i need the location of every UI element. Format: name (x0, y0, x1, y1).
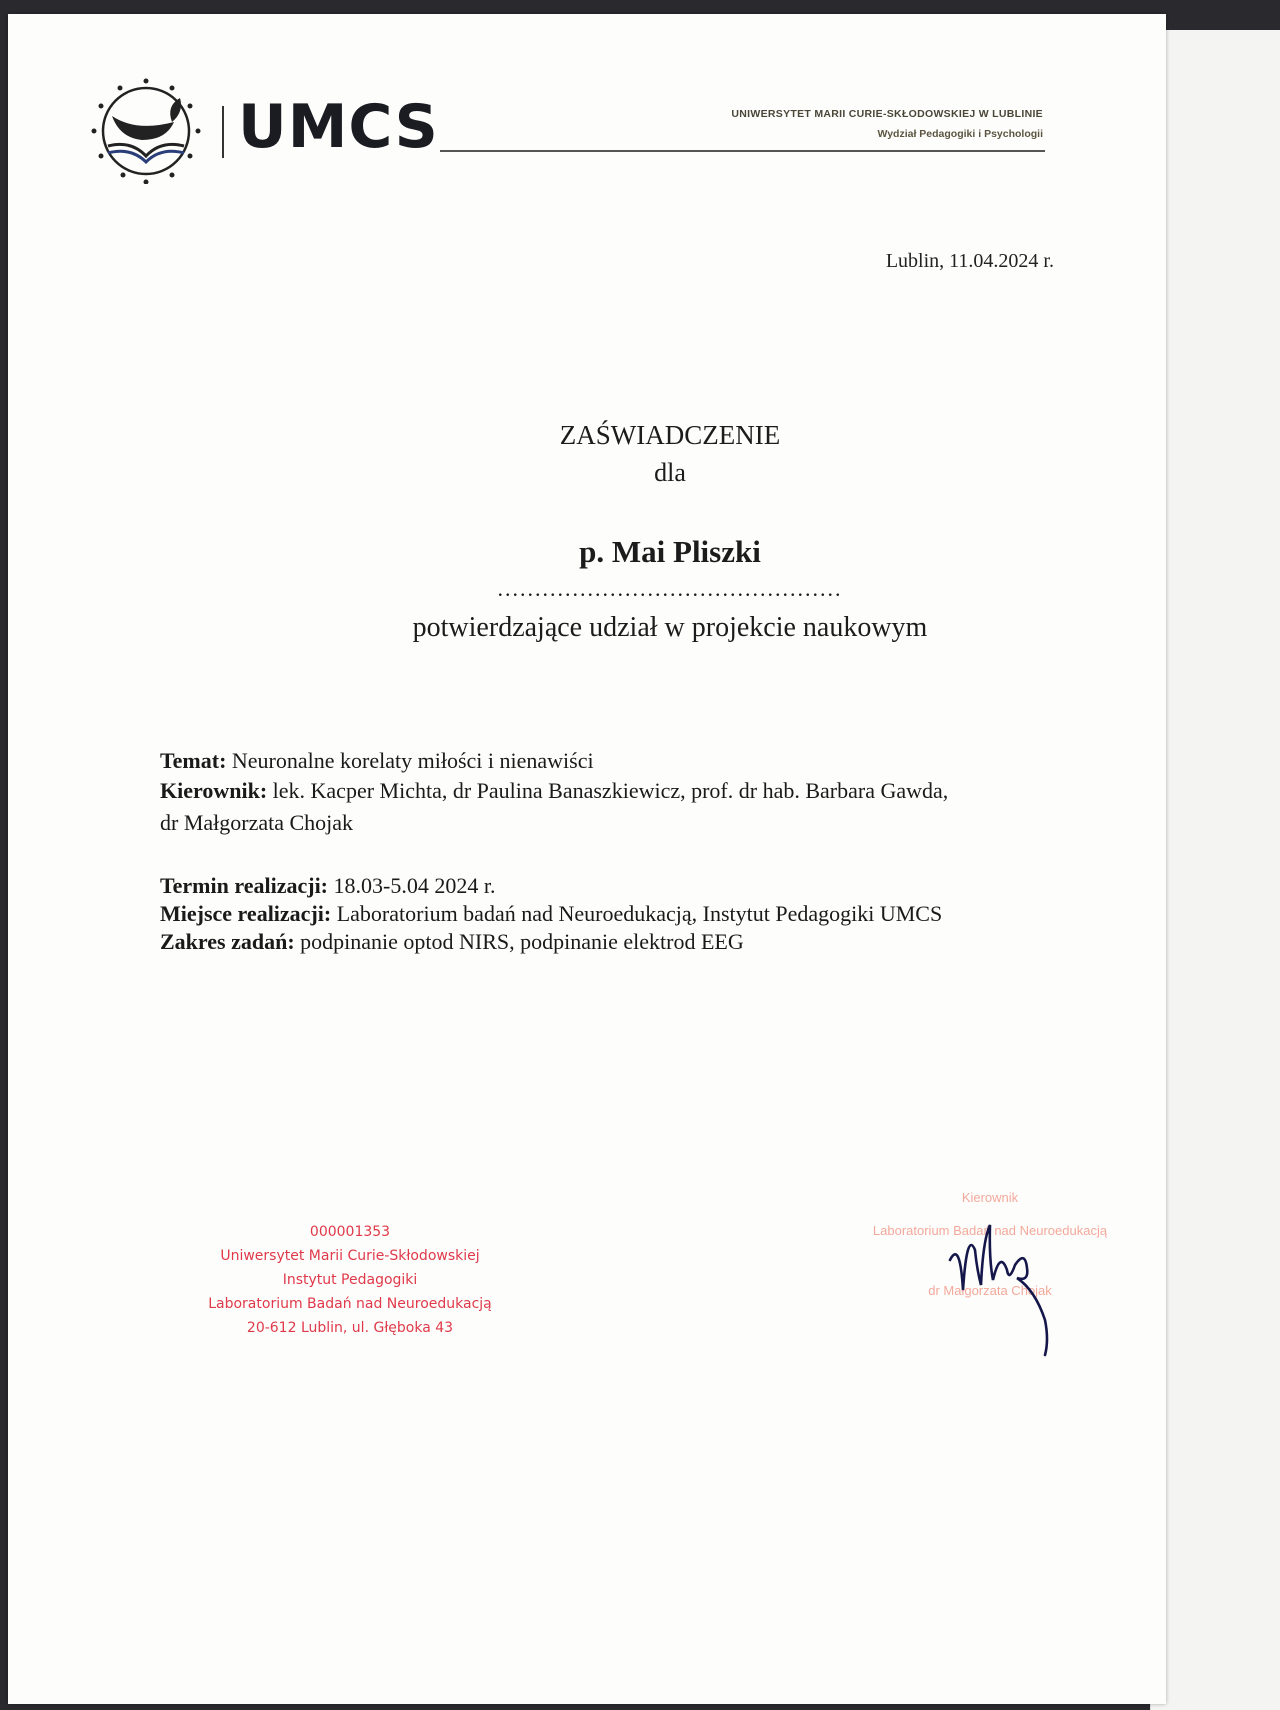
detail-value: Neuronalne korelaty miłości i nienawiści (231, 748, 594, 773)
detail-label: Termin realizacji: (160, 873, 329, 898)
detail-value: Laboratorium badań nad Neuroedukacją, Instytut Pedagogiki UMCS (336, 901, 943, 926)
detail-value: dr Małgorzata Chojak (160, 810, 354, 835)
detail-topic (160, 748, 594, 774)
detail-tasks (160, 929, 744, 955)
stamp-number: 000001353 (309, 1224, 391, 1240)
stamp-line: Uniwersytet Marii Curie-Skłodowskiej (220, 1248, 480, 1264)
dotted-line: .............................................. (497, 576, 843, 601)
stamp-line: 20-612 Lublin, ul. Głęboka 43 (246, 1320, 454, 1336)
university-name: UNIWERSYTET MARII CURIE-SKŁODOWSKIEJ W LUBLINIE (731, 108, 1043, 120)
detail-value: podpinanie optod NIRS, podpinanie elektrod EEG (300, 929, 744, 954)
recipient-name: p. Mai Pliszki (579, 534, 761, 569)
signature-stamp-unit: Laboratorium Badań nad Neuroedukacją (872, 1223, 1108, 1238)
document-date: Lublin, 11.04.2024 r. (885, 250, 1054, 272)
background-sheet (1150, 30, 1280, 1710)
signature-stamp-role: Kierownik (961, 1190, 1019, 1205)
detail-value: lek. Kacper Michta, dr Paulina Banaszkiewicz, prof. dr hab. Barbara Gawda, (272, 778, 949, 803)
institution-stamp (180, 1220, 520, 1340)
detail-supervisor-cont (160, 810, 353, 836)
stamp-line: Laboratorium Badań nad Neuroedukacją (208, 1296, 492, 1312)
faculty-name: Wydział Pedagogiki i Psychologii (877, 128, 1043, 140)
signature-stamp-name: dr Małgorzata Chojak (928, 1283, 1052, 1298)
handwritten-signature-icon (945, 1210, 1085, 1360)
detail-value: 18.03-5.04 2024 r. (333, 873, 496, 898)
stamp-line: Instytut Pedagogiki (282, 1272, 418, 1288)
logo-text: UMCS (238, 92, 439, 162)
logo-divider (222, 106, 224, 158)
header-rule (440, 150, 1045, 152)
detail-label: Zakres zadań: (160, 929, 295, 954)
detail-place (160, 901, 942, 927)
detail-label: Miejsce realizacji: (160, 901, 332, 926)
detail-label: Kierownik: (160, 778, 268, 803)
confirmation-text: potwierdzające udział w projekcie naukowym (412, 612, 928, 643)
detail-supervisor (160, 778, 948, 804)
detail-label: Temat: (160, 748, 227, 773)
for-label: dla (654, 458, 686, 487)
document-title: ZAŚWIADCZENIE (559, 420, 781, 450)
detail-period (160, 873, 495, 899)
